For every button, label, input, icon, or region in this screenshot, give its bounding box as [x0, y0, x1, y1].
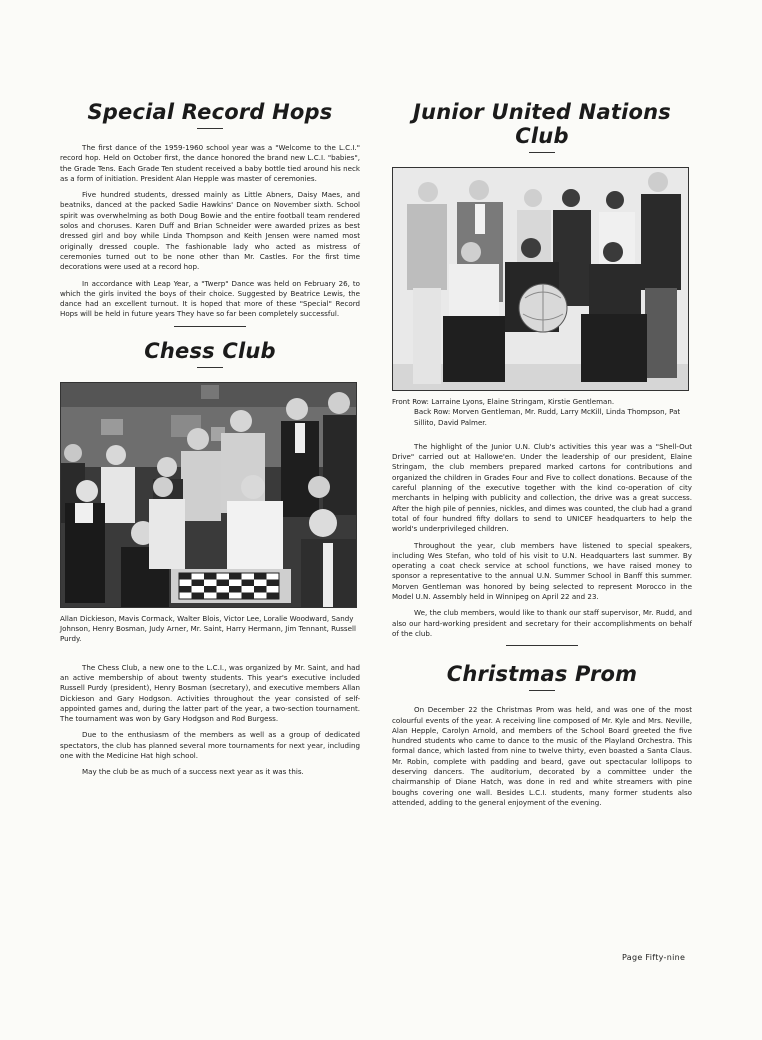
un-club-paragraph: Throughout the year, club members have listened to special speakers, including Wes Stefan, who told of his visit to U.N. Headquarters last summer. By operating a coat check service at school functions, we have raised money to sponsor a representative to the annual U.N. Summer School in Banff this summer. Morven Gentleman was honored by being selected to represent Morocco in the Model U.N. Assembly held in Winnipeg on April 22 and 23. — [392, 540, 692, 602]
un-club-caption — [392, 397, 692, 428]
chess-club-paragraph: The Chess Club, a new one to the L.C.I., was organized by Mr. Saint, and had an active membership of about twenty students. This year's executive included Russell Purdy (president), Henry Bosman (secretary), and executive members Allan Dickieson and Gary Hodgson. Activities throughout the year consisted of self-appointed games and, during the latter part of the year, a two-section tournament. The tournament was won by Gary Hodgson and Rod Burgess. — [60, 662, 360, 724]
christmas-prom-title: Christmas Prom — [446, 662, 638, 687]
chess-club-caption: Allan Dickieson, Mavis Cormack, Walter Blois, Victor Lee, Loralie Woodward, Sandy Johnson, Henry Bosman, Judy Arner, Mr. Saint, Harry Hermann, Jim Tennant, Russell Purdy. — [60, 613, 356, 644]
record-hops-paragraph: In accordance with Leap Year, a "Twerp" Dance was held on February 26, to which the girls invited the boys of their choice. Suggested by Beatrice Lewis, the dance had an excellent turnout. It is hoped that more of these "Special" Record Hops will be held in future years They have so far been completely successful. — [60, 278, 360, 319]
un-club-photo — [392, 167, 689, 391]
un-club-photo-image — [393, 168, 688, 390]
title-underline — [529, 690, 555, 691]
record-hops-paragraph: The first dance of the 1959-1960 school year was a "Welcome to the L.C.I." record hop. Held on October first, the dance honored the brand new L.C.I. "babies", the Grade Tens. Each Grade Ten student received a baby bottle tied around his neck as a form of initiation. President Alan Hepple was master of ceremonies. — [60, 143, 360, 183]
chess-club-title: Chess Club — [144, 338, 276, 363]
un-club-paragraph: We, the club members, would like to thank our staff supervisor, Mr. Rudd, and also our hard-working president and secretary for their accomplishments on behalf of the club. — [392, 608, 692, 638]
section-divider — [506, 645, 578, 646]
record-hops-paragraph: Five hundred students, dressed mainly as Little Abners, Daisy Maes, and beatniks, danced at the packed Sadie Hawkins' Dance on November sixth. School spirit was overwhelming as both Doug Bowie and the entire football team rendered solos and choruses. Karen Duff and Brian Schneider were awarded prizes as best dressed girl and boy while Linda Thompson and Keith Jensen were named most originally dressed couple. The fashionable lady who acted as mistress of ceremonies turned out to be none other than Mr. Castles. For the first time decorations were used at a record hop. — [60, 190, 360, 272]
chess-club-paragraph: Due to the enthusiasm of the members as well as a group of dedicated spectators, the club has planned several more tournaments for next year, including one with the Medicine Hat high school. — [60, 730, 360, 761]
title-underline — [529, 152, 555, 153]
chess-club-paragraph: May the club be as much of a success next year as it was this. — [82, 767, 304, 777]
front-row-caption: Front Row: Larraine Lyons, Elaine Stringam, Kirstie Gentleman. — [392, 397, 615, 406]
christmas-prom-paragraph: On December 22 the Christmas Prom was held, and was one of the most colourful events of the year. A receiving line composed of Mr. Kyle and Mrs. Neville, Alan Hepple, Carolyn Arnold, and members of the School Board greeted the five hundred students who came to dance to the music of the Playland Orchestra. This formal dance, which lasted from nine to twelve thirty, even boasted a Santa Claus. Mr. Robin, complete with padding and beard, gave out spectacular lollipops to deserving dancers. The auditorium, decorated by a committee under the chairmanship of Diane Hatch, was done in red and white streamers with pine boughs covering one wall. Besides L.C.I. students, many former students also attended, adding to the general enjoyment of the evening. — [392, 705, 692, 807]
record-hops-title: Special Record Hops — [87, 100, 333, 124]
title-underline — [197, 367, 223, 368]
page-number: Page Fifty-nine — [622, 953, 686, 962]
right-column — [392, 100, 692, 814]
un-club-title: Junior United Nations Club — [413, 100, 671, 148]
section-divider — [174, 326, 246, 327]
chess-club-photo — [60, 382, 357, 608]
chess-club-photo-image — [61, 383, 356, 607]
un-club-paragraph: The highlight of the Junior U.N. Club's activities this year was a "Shell-Out Drive" carried out at Hallowe'en. Under the leadership of our president, Elaine Stringam, the club members prepared marked cartons for contributions and organized the children in Grades Four and Five to collect donations. Because of the careful planning of the executive together with the kind co-operation of city merchants in helping with publicity and collection, the drive was a great success. After the high pile of pennies, nickles, and dimes was counted, the club had a grand total of four hundred fifty dollars to send to UNICEF headquarters to help the world's underprivileged children. — [392, 441, 692, 534]
title-underline — [197, 128, 223, 129]
left-column — [60, 100, 360, 784]
back-row-caption: Back Row: Morven Gentleman, Mr. Rudd, Larry McKill, Linda Thompson, Pat Sillito, David Palmer. — [414, 407, 681, 427]
